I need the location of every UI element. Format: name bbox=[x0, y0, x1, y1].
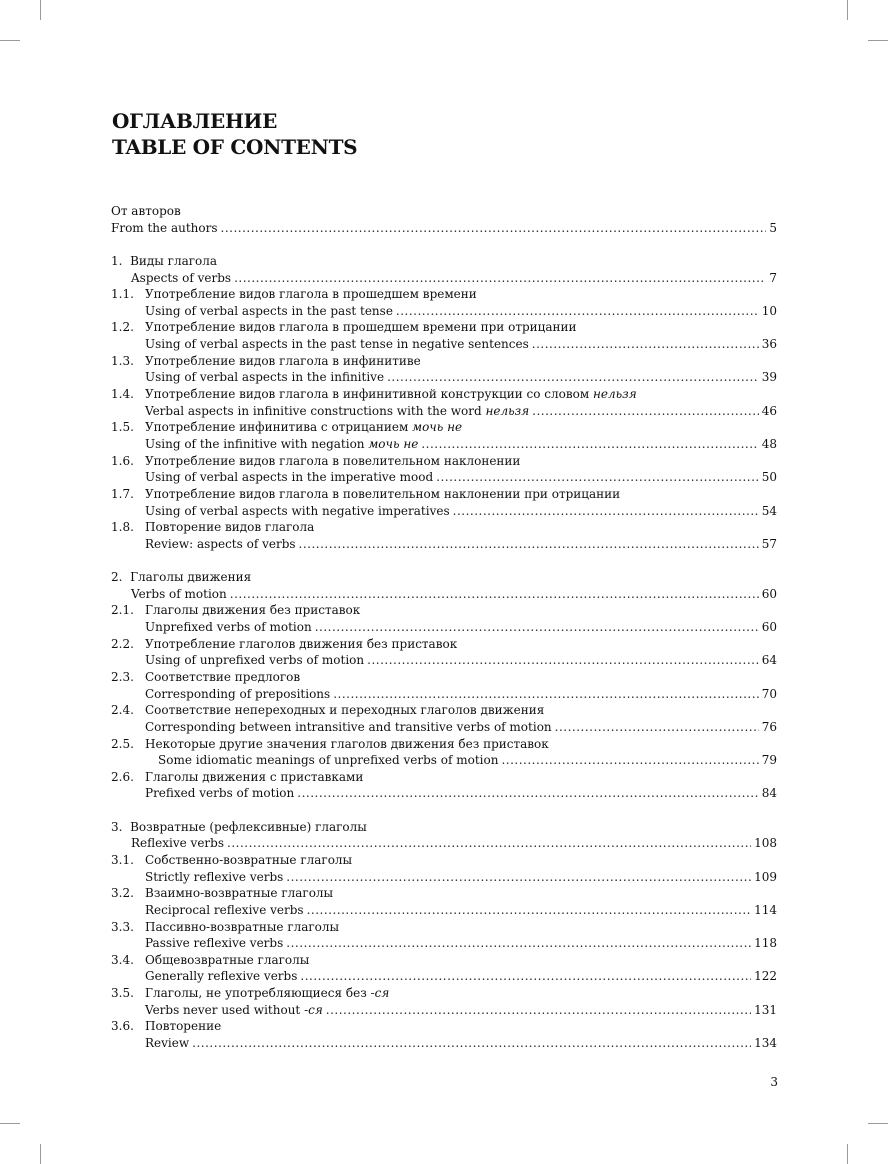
chapter-ru bbox=[111, 819, 777, 836]
section-en bbox=[111, 1035, 777, 1052]
chapter-en bbox=[111, 835, 777, 852]
title-text: Using of unprefixed verbs of motion bbox=[145, 653, 365, 668]
section-title-ru bbox=[111, 286, 477, 303]
chapter-page: 108 bbox=[754, 836, 777, 851]
dot-leader bbox=[453, 503, 759, 520]
section-number: 2.6. bbox=[111, 769, 134, 784]
crop-mark bbox=[847, 1144, 848, 1164]
title-text: Reflexive verbs bbox=[131, 836, 224, 851]
section-number: 1.3. bbox=[111, 353, 134, 368]
toc-entry-section bbox=[111, 852, 777, 885]
section-title-en bbox=[158, 752, 498, 769]
heading-russian: ОГЛАВЛЕНИЕ bbox=[112, 109, 278, 133]
toc-entry-section bbox=[111, 885, 777, 918]
section-number: 2.3. bbox=[111, 669, 134, 684]
title-text: Некоторые другие значения глаголов движения без приставок bbox=[145, 736, 549, 751]
section-title-en bbox=[145, 968, 297, 985]
toc-entry-section bbox=[111, 453, 777, 486]
section-ru bbox=[111, 353, 777, 370]
dot-leader bbox=[230, 586, 759, 603]
title-text: Употребление инфинитива с отрицанием bbox=[145, 420, 413, 435]
spacer bbox=[111, 552, 777, 569]
title-text: Strictly reflexive verbs bbox=[145, 869, 284, 884]
section-en bbox=[111, 303, 777, 320]
section-ru bbox=[111, 736, 777, 753]
section-title-ru bbox=[111, 852, 352, 869]
title-text: Взаимно-возвратные глаголы bbox=[145, 886, 334, 901]
section-page: 114 bbox=[754, 902, 777, 917]
title-text: Пассивно-возвратные глаголы bbox=[145, 919, 340, 934]
preface-title-en bbox=[111, 220, 218, 237]
section-number: 1.6. bbox=[111, 453, 134, 468]
section-title-ru bbox=[111, 952, 309, 969]
section-title-en bbox=[145, 336, 529, 353]
section-title-en bbox=[145, 303, 393, 320]
section-number: 3.3. bbox=[111, 919, 134, 934]
section-title-en bbox=[145, 436, 418, 453]
section-page: 109 bbox=[754, 869, 777, 884]
title-italic: нельзя bbox=[592, 387, 637, 402]
title-text: Употребление видов глагола в инфинитивной конструкции со словом bbox=[145, 387, 593, 402]
toc-entry-section bbox=[111, 736, 777, 769]
preface-ru bbox=[111, 203, 777, 220]
section-title-ru bbox=[111, 636, 457, 653]
title-text: Соответствие предлогов bbox=[145, 669, 301, 684]
section-title-en bbox=[145, 403, 529, 420]
section-ru bbox=[111, 985, 777, 1002]
section-page: 46 bbox=[761, 403, 777, 418]
dot-leader bbox=[532, 336, 759, 353]
title-text: Соответствие непереходных и переходных глаголов движения bbox=[145, 703, 545, 718]
section-title-ru bbox=[111, 985, 389, 1002]
dot-leader bbox=[501, 752, 758, 769]
crop-mark bbox=[0, 40, 20, 41]
title-text: Using of verbal aspects in the past tense in negative sentences bbox=[145, 337, 529, 352]
section-title-en bbox=[145, 902, 304, 919]
section-title-ru bbox=[111, 453, 520, 470]
toc-entry-preface bbox=[111, 203, 777, 236]
section-title-ru bbox=[111, 486, 620, 503]
dot-leader bbox=[286, 869, 751, 886]
dot-leader bbox=[300, 968, 751, 985]
title-text: Review bbox=[145, 1036, 190, 1051]
section-ru bbox=[111, 319, 777, 336]
title-text: Using of the infinitive with negation bbox=[145, 436, 369, 451]
section-title-en bbox=[145, 469, 433, 486]
dot-leader bbox=[299, 536, 759, 553]
section-title-en bbox=[145, 785, 294, 802]
section-title-en bbox=[145, 719, 552, 736]
section-title-ru bbox=[111, 386, 637, 403]
section-title-en bbox=[145, 869, 283, 886]
title-text: Corresponding between intransitive and transitive verbs of motion bbox=[145, 719, 552, 734]
chapter-title-ru: Виды глагола bbox=[130, 253, 218, 268]
title-text: Глаголы, не употребляющиеся без bbox=[145, 986, 371, 1001]
crop-mark bbox=[868, 1123, 888, 1124]
toc-entry-section bbox=[111, 519, 777, 552]
chapter-number: 3. bbox=[111, 819, 123, 834]
section-ru bbox=[111, 519, 777, 536]
dot-leader bbox=[221, 220, 767, 237]
section-en bbox=[111, 785, 777, 802]
toc-entry-section bbox=[111, 286, 777, 319]
title-text: From the authors bbox=[111, 220, 218, 235]
section-en bbox=[111, 436, 777, 453]
chapter-page: 7 bbox=[769, 270, 777, 285]
toc-entry-section bbox=[111, 669, 777, 702]
toc-entry-section bbox=[111, 702, 777, 735]
title-text: Повторение bbox=[145, 1019, 222, 1034]
toc-entry-section bbox=[111, 636, 777, 669]
title-text: Verbs never used without bbox=[145, 1002, 305, 1017]
section-page: 60 bbox=[761, 620, 777, 635]
section-title-ru bbox=[111, 919, 339, 936]
toc-entry-section bbox=[111, 952, 777, 985]
title-text: Unprefixed verbs of motion bbox=[145, 620, 312, 635]
section-ru bbox=[111, 636, 777, 653]
title-italic: нельзя bbox=[485, 403, 530, 418]
title-text: Употребление глаголов движения без приставок bbox=[145, 636, 458, 651]
toc-entry-section bbox=[111, 319, 777, 352]
section-page: 70 bbox=[761, 686, 777, 701]
title-text: Verbs of motion bbox=[131, 586, 227, 601]
section-en bbox=[111, 503, 777, 520]
title-text: Some idiomatic meanings of unprefixed verbs of motion bbox=[158, 753, 499, 768]
title-text: Prefixed verbs of motion bbox=[145, 786, 295, 801]
section-page: 64 bbox=[761, 653, 777, 668]
section-page: 131 bbox=[754, 1002, 777, 1017]
title-italic: -ся bbox=[304, 1002, 323, 1017]
section-title-en bbox=[145, 503, 450, 520]
section-page: 48 bbox=[761, 436, 777, 451]
section-page: 39 bbox=[761, 370, 777, 385]
section-en bbox=[111, 968, 777, 985]
crop-mark bbox=[868, 40, 888, 41]
chapter-ru bbox=[111, 569, 777, 586]
section-title-ru bbox=[111, 769, 363, 786]
section-page: 118 bbox=[754, 936, 777, 951]
title-text: Употребление видов глагола в повелительном наклонении bbox=[145, 453, 521, 468]
section-page: 134 bbox=[754, 1036, 777, 1051]
dot-leader bbox=[234, 270, 766, 287]
section-title-en bbox=[145, 1035, 189, 1052]
dot-leader bbox=[367, 652, 759, 669]
title-text: Verbal aspects in infinitive constructions with the word bbox=[145, 403, 486, 418]
toc-entry-section bbox=[111, 419, 777, 452]
title-text: Aspects of verbs bbox=[131, 270, 232, 285]
section-en bbox=[111, 935, 777, 952]
section-number: 1.8. bbox=[111, 520, 134, 535]
section-ru bbox=[111, 852, 777, 869]
dot-leader bbox=[326, 1002, 751, 1019]
section-ru bbox=[111, 702, 777, 719]
section-title-ru bbox=[111, 669, 300, 686]
dot-leader bbox=[555, 719, 759, 736]
spacer bbox=[111, 236, 777, 253]
title-italic: мочь не bbox=[412, 420, 463, 435]
section-en bbox=[111, 652, 777, 669]
section-en bbox=[111, 902, 777, 919]
section-page: 50 bbox=[761, 470, 777, 485]
section-title-ru bbox=[111, 736, 549, 753]
title-text: Общевозвратные глаголы bbox=[145, 952, 310, 967]
section-page: 57 bbox=[761, 536, 777, 551]
page-heading bbox=[112, 108, 357, 160]
chapter-ru bbox=[111, 253, 777, 270]
title-text: Generally reflexive verbs bbox=[145, 969, 298, 984]
section-page: 122 bbox=[754, 969, 777, 984]
section-ru bbox=[111, 386, 777, 403]
section-ru bbox=[111, 286, 777, 303]
toc-entry-chapter bbox=[111, 569, 777, 602]
heading-english: TABLE OF CONTENTS bbox=[112, 135, 358, 159]
chapter-title-en bbox=[131, 586, 227, 603]
chapter-title-en bbox=[131, 270, 231, 287]
chapter-en bbox=[111, 586, 777, 603]
section-number: 1.1. bbox=[111, 287, 134, 302]
section-number: 3.1. bbox=[111, 852, 134, 867]
crop-mark bbox=[847, 0, 848, 20]
section-title-ru bbox=[111, 885, 333, 902]
spacer bbox=[111, 802, 777, 819]
crop-mark bbox=[40, 1144, 41, 1164]
chapter-title-ru: Глаголы движения bbox=[130, 570, 252, 585]
chapter-page: 60 bbox=[761, 586, 777, 601]
title-text: Reciprocal reflexive verbs bbox=[145, 902, 304, 917]
section-en bbox=[111, 469, 777, 486]
section-title-ru bbox=[111, 602, 360, 619]
chapter-title-ru: Возвратные (рефлексивные) глаголы bbox=[130, 819, 367, 834]
title-text: Using of verbal aspects in the past tense bbox=[145, 303, 393, 318]
section-number: 2.2. bbox=[111, 636, 134, 651]
section-number: 2.4. bbox=[111, 703, 134, 718]
section-en bbox=[111, 752, 777, 769]
section-en bbox=[111, 686, 777, 703]
section-page: 36 bbox=[761, 337, 777, 352]
toc-entry-section bbox=[111, 919, 777, 952]
section-page: 79 bbox=[761, 753, 777, 768]
section-number: 1.5. bbox=[111, 420, 134, 435]
title-text: Употребление видов глагола в инфинитиве bbox=[145, 353, 421, 368]
dot-leader bbox=[387, 369, 759, 386]
dot-leader bbox=[307, 902, 752, 919]
section-title-en bbox=[145, 619, 312, 636]
dot-leader bbox=[532, 403, 759, 420]
title-text: Употребление видов глагола в прошедшем времени bbox=[145, 287, 477, 302]
toc-entry-chapter bbox=[111, 253, 777, 286]
toc-entry-section bbox=[111, 386, 777, 419]
chapter-title-en bbox=[131, 835, 224, 852]
toc-entry-chapter bbox=[111, 819, 777, 852]
section-page: 84 bbox=[761, 786, 777, 801]
page-number: 3 bbox=[770, 1075, 778, 1089]
title-italic: мочь не bbox=[368, 436, 419, 451]
title-text: Using of verbal aspects in the imperative mood bbox=[145, 470, 434, 485]
section-page: 54 bbox=[761, 503, 777, 518]
toc-entry-section bbox=[111, 985, 777, 1018]
preface-title-ru bbox=[111, 203, 181, 220]
title-text: Глаголы движения без приставок bbox=[145, 603, 361, 618]
section-page: 10 bbox=[761, 303, 777, 318]
title-text: Повторение видов глагола bbox=[145, 520, 315, 535]
section-en bbox=[111, 869, 777, 886]
section-title-en bbox=[145, 1002, 323, 1019]
section-title-en bbox=[145, 652, 364, 669]
section-number: 1.2. bbox=[111, 320, 134, 335]
dot-leader bbox=[297, 785, 758, 802]
title-text: Собственно-возвратные глаголы bbox=[145, 852, 353, 867]
section-ru bbox=[111, 952, 777, 969]
title-text: Corresponding of prepositions bbox=[145, 686, 331, 701]
chapter-en bbox=[111, 270, 777, 287]
section-ru bbox=[111, 669, 777, 686]
title-text: Review: aspects of verbs bbox=[145, 536, 296, 551]
section-number: 1.4. bbox=[111, 387, 134, 402]
toc-entry-section bbox=[111, 1018, 777, 1051]
section-number: 3.5. bbox=[111, 986, 134, 1001]
section-ru bbox=[111, 453, 777, 470]
section-ru bbox=[111, 885, 777, 902]
section-number: 2.5. bbox=[111, 736, 134, 751]
dot-leader bbox=[436, 469, 759, 486]
section-ru bbox=[111, 919, 777, 936]
section-ru bbox=[111, 486, 777, 503]
section-en bbox=[111, 1002, 777, 1019]
toc-entry-section bbox=[111, 769, 777, 802]
dot-leader bbox=[421, 436, 758, 453]
crop-mark bbox=[0, 1123, 20, 1124]
section-en bbox=[111, 336, 777, 353]
table-of-contents bbox=[111, 203, 777, 1052]
section-title-ru bbox=[111, 419, 462, 436]
section-en bbox=[111, 619, 777, 636]
section-ru bbox=[111, 769, 777, 786]
title-text: Употребление видов глагола в прошедшем времени при отрицании bbox=[145, 320, 577, 335]
dot-leader bbox=[396, 303, 759, 320]
section-number: 3.4. bbox=[111, 952, 134, 967]
chapter-number: 2. bbox=[111, 570, 123, 585]
preface-page: 5 bbox=[769, 220, 777, 235]
section-title-ru bbox=[111, 353, 421, 370]
dot-leader bbox=[315, 619, 759, 636]
section-title-en bbox=[145, 536, 296, 553]
section-title-ru bbox=[111, 519, 314, 536]
dot-leader bbox=[286, 935, 751, 952]
title-text: Using of verbal aspects in the infinitive bbox=[145, 370, 385, 385]
chapter-number: 1. bbox=[111, 253, 123, 268]
preface-en bbox=[111, 220, 777, 237]
section-en bbox=[111, 369, 777, 386]
toc-entry-section bbox=[111, 602, 777, 635]
dot-leader bbox=[192, 1035, 751, 1052]
section-number: 2.1. bbox=[111, 603, 134, 618]
section-page: 76 bbox=[761, 719, 777, 734]
section-ru bbox=[111, 1018, 777, 1035]
section-en bbox=[111, 403, 777, 420]
section-title-en bbox=[145, 369, 384, 386]
section-en bbox=[111, 719, 777, 736]
title-italic: -ся bbox=[370, 986, 390, 1001]
title-text: Употребление видов глагола в повелительном наклонении при отрицании bbox=[145, 486, 621, 501]
toc-entry-section bbox=[111, 486, 777, 519]
section-number: 3.2. bbox=[111, 886, 134, 901]
title-text: Глаголы движения с приставками bbox=[145, 769, 364, 784]
dot-leader bbox=[333, 686, 759, 703]
title-text: Passive reflexive verbs bbox=[145, 936, 284, 951]
title-text: Using of verbal aspects with negative imperatives bbox=[145, 503, 450, 518]
section-ru bbox=[111, 602, 777, 619]
toc-entry-section bbox=[111, 353, 777, 386]
section-title-en bbox=[145, 935, 283, 952]
section-ru bbox=[111, 419, 777, 436]
section-title-en bbox=[145, 686, 330, 703]
section-en bbox=[111, 536, 777, 553]
section-number: 3.6. bbox=[111, 1019, 134, 1034]
section-title-ru bbox=[111, 319, 577, 336]
crop-mark bbox=[40, 0, 41, 20]
dot-leader bbox=[227, 835, 751, 852]
section-number: 1.7. bbox=[111, 486, 134, 501]
title-text: От авторов bbox=[111, 204, 181, 218]
section-title-ru bbox=[111, 702, 544, 719]
